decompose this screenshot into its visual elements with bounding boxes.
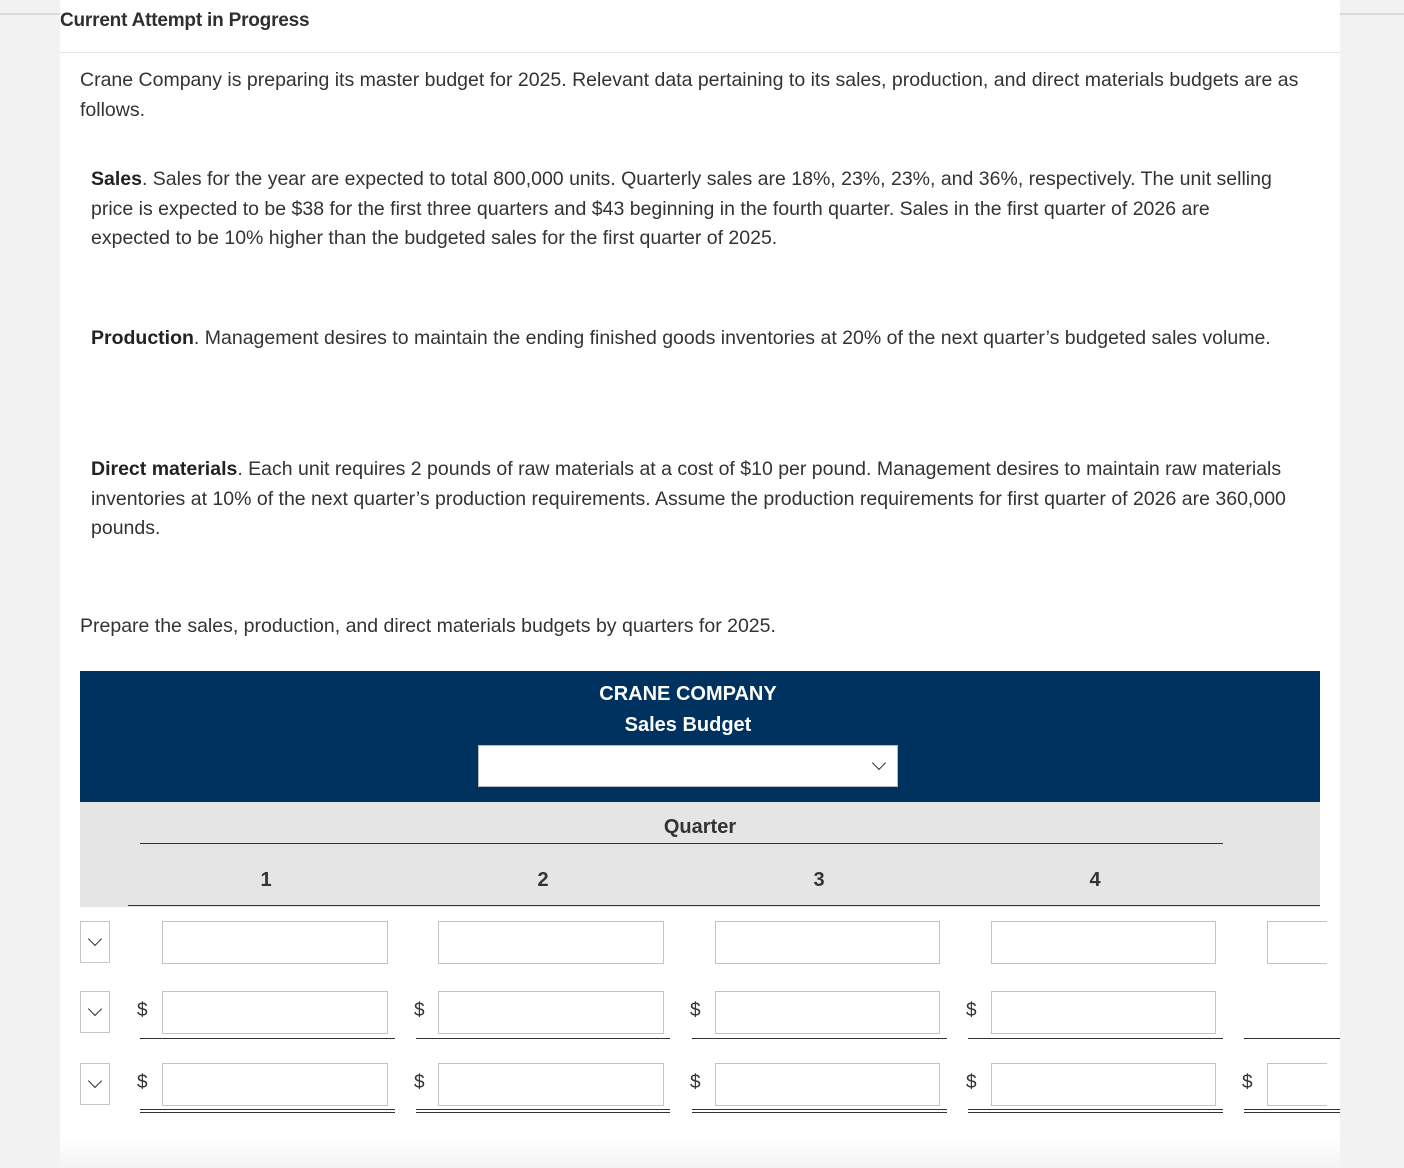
chevron-down-icon — [88, 1074, 102, 1088]
intro-text: Crane Company is preparing its master budget for 2025. Relevant data pertaining to its sales, production, and direct materials budgets are as follows. — [80, 69, 1299, 121]
budget-header — [80, 671, 1320, 802]
company-name: CRANE COMPANY — [599, 683, 777, 705]
row-3-q3-double-underline — [692, 1112, 947, 1113]
row-3-year-input[interactable] — [1267, 1063, 1327, 1106]
row-2-year-underline — [1244, 1038, 1340, 1039]
row-3-q4-double-underline — [968, 1112, 1223, 1113]
row-2-q4-currency: $ — [966, 1000, 977, 1021]
row-3-year-underline — [1244, 1109, 1340, 1110]
row-1-year-input[interactable] — [1267, 921, 1327, 964]
row-3-q2-currency: $ — [414, 1072, 425, 1093]
row-3-q1-currency: $ — [137, 1072, 148, 1093]
row-3-q3-currency: $ — [690, 1072, 701, 1093]
quarter-4-header: 4 — [1089, 869, 1101, 891]
row-1-q2-input[interactable] — [438, 921, 664, 964]
header-underline — [128, 905, 1320, 906]
column-header — [80, 802, 1320, 907]
row-3-q2-underline — [416, 1109, 670, 1110]
row-1-label-select[interactable] — [80, 921, 110, 963]
row-3-q4-currency: $ — [966, 1072, 977, 1093]
production-label: Production — [91, 327, 194, 349]
chevron-down-icon — [88, 1002, 102, 1016]
row-3-q3-underline — [692, 1109, 947, 1110]
materials-label: Direct materials — [91, 458, 238, 480]
quarter-underline — [140, 843, 1223, 844]
row-3-q4-input[interactable] — [991, 1063, 1216, 1106]
row-1-q4-input[interactable] — [991, 921, 1216, 964]
row-1-q3-input[interactable] — [715, 921, 940, 964]
row-3-q3-input[interactable] — [715, 1063, 940, 1106]
row-3-q1-input[interactable] — [162, 1063, 388, 1106]
row-1-q1-input[interactable] — [162, 921, 388, 964]
quarter-2-header: 2 — [537, 869, 549, 891]
question-panel — [60, 0, 1340, 1168]
row-3-q2-input[interactable] — [438, 1063, 664, 1106]
instruction-text: Prepare the sales, production, and direct materials budgets by quarters for 2025. — [80, 615, 776, 637]
row-3-year-double-underline — [1244, 1112, 1340, 1113]
quarter-3-header: 3 — [813, 869, 825, 891]
row-3-label-select[interactable] — [80, 1063, 110, 1105]
sales-label: Sales — [91, 168, 142, 190]
materials-paragraph — [91, 455, 1311, 544]
row-3-q2-double-underline — [416, 1112, 670, 1113]
production-text: . Management desires to maintain the ending finished goods inventories at 20% of the next quarter’s budgeted sales volume. — [193, 327, 1271, 349]
row-2-q2-currency: $ — [414, 1000, 425, 1021]
row-2-q4-underline — [968, 1038, 1223, 1039]
materials-text: . Each unit requires 2 pounds of raw materials at a cost of $10 per pound. Management desires to maintain raw materials inventories at 10% of the next quarter’s production requirements. Assume the production requirements for first quarter of 2026 are 360,000 pounds. — [91, 458, 1286, 539]
row-3-q1-double-underline — [140, 1112, 395, 1113]
quarter-1-header: 1 — [260, 869, 272, 891]
period-select[interactable] — [478, 745, 898, 787]
row-2-q3-input[interactable] — [715, 991, 940, 1034]
row-2-q1-underline — [140, 1038, 395, 1039]
row-2-q2-input[interactable] — [438, 991, 664, 1034]
header-divider — [60, 52, 1340, 53]
budget-title: Sales Budget — [624, 714, 752, 736]
row-3-year-currency: $ — [1242, 1072, 1253, 1093]
row-2-q1-currency: $ — [137, 1000, 148, 1021]
quarter-label: Quarter — [663, 816, 737, 838]
row-2-q4-input[interactable] — [991, 991, 1216, 1034]
chevron-down-icon — [88, 932, 102, 946]
row-2-q3-currency: $ — [690, 1000, 701, 1021]
row-3-q1-underline — [140, 1109, 395, 1110]
attempt-title: Current Attempt in Progress — [60, 10, 310, 31]
row-2-label-select[interactable] — [80, 991, 110, 1033]
row-3-q4-underline — [968, 1109, 1223, 1110]
sales-text: . Sales for the year are expected to total 800,000 units. Quarterly sales are 18%, 23%, 23%, and 36%, respectively. The unit selling price is expected to be $38 for the first three quarters and $43 beginning in the fourth quarter. Sales in the first quarter of 2026 are expected to be 10% higher than the budgeted sales for the first quarter of 2025. — [91, 168, 1272, 249]
chevron-down-icon — [872, 756, 886, 770]
row-2-q2-underline — [416, 1038, 670, 1039]
bottom-fade — [0, 1138, 1404, 1168]
production-paragraph — [91, 324, 1291, 354]
sales-paragraph — [91, 165, 1291, 254]
row-2-q1-input[interactable] — [162, 991, 388, 1034]
row-2-q3-underline — [692, 1038, 947, 1039]
